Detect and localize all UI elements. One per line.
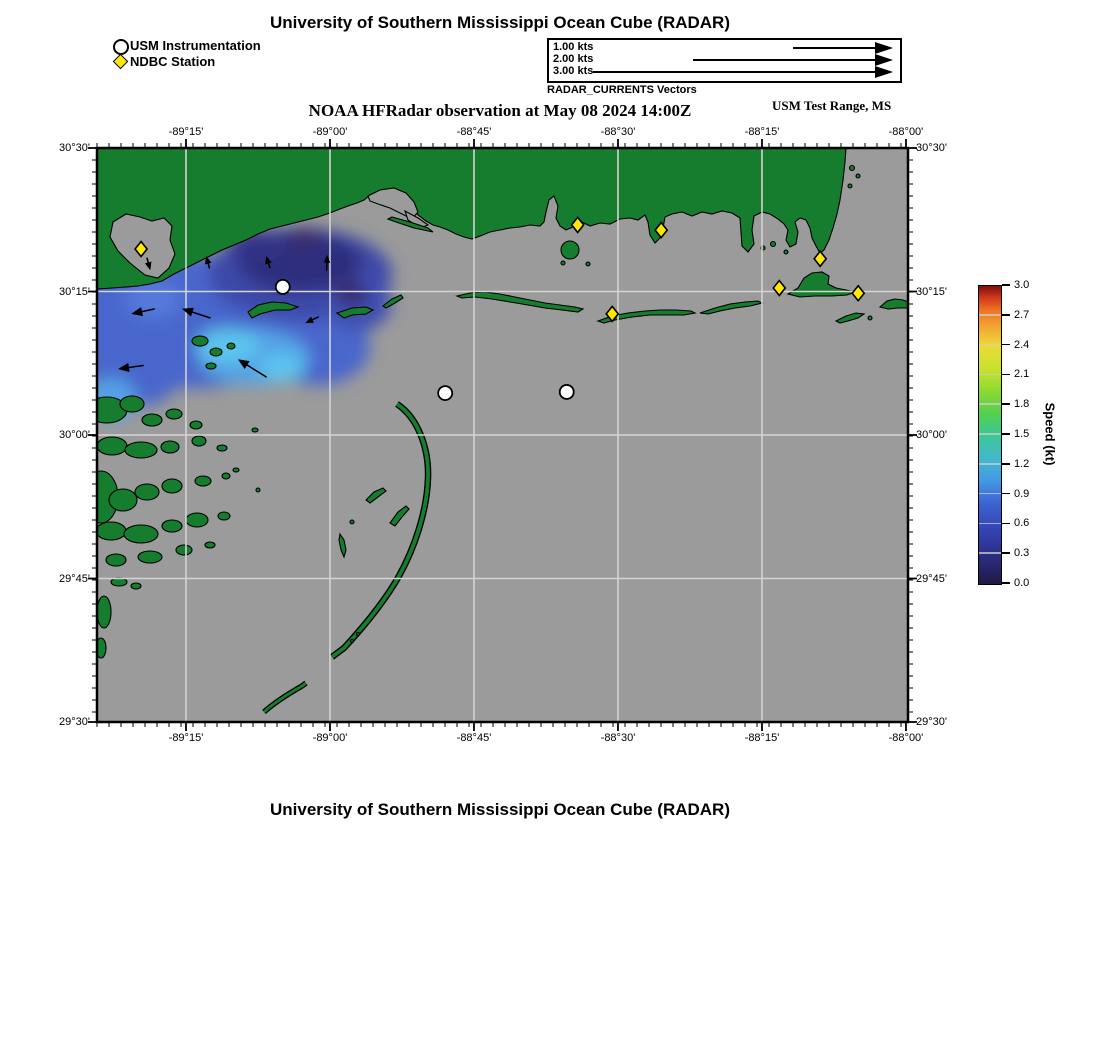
colorbar-tick <box>1002 433 1010 435</box>
lon-tick-label: -88°15' <box>744 126 780 138</box>
lon-tick-label: -88°00' <box>888 126 924 138</box>
colorbar-title: Speed (kt) <box>1042 402 1058 466</box>
colorbar-tick <box>1002 314 1010 316</box>
lon-tick-label: -88°15' <box>744 732 780 744</box>
usm-instrument-marker <box>560 385 574 399</box>
islet <box>351 640 354 643</box>
vector-scale-caption: RADAR_CURRENTS Vectors <box>547 84 697 96</box>
speed-field-blob <box>335 280 369 308</box>
colorbar-tick-label: 0.0 <box>1014 577 1030 589</box>
lat-tick-label: 29°30' <box>916 716 947 728</box>
colorbar-tick-label: 2.4 <box>1014 338 1030 351</box>
colorbar-segment-line <box>979 403 1001 405</box>
colorbar-tick <box>1002 582 1010 584</box>
islet <box>784 250 788 254</box>
colorbar-tick-label: 0.9 <box>1014 487 1030 500</box>
lon-tick-label: -89°00' <box>312 126 348 138</box>
lon-tick-label: -88°00' <box>888 732 924 744</box>
islet <box>850 166 855 171</box>
colorbar <box>978 285 1002 585</box>
lat-tick-label: 30°30' <box>59 142 90 154</box>
colorbar-tick <box>1002 552 1010 554</box>
islet <box>848 184 852 188</box>
lat-tick-label: 29°45' <box>916 572 947 585</box>
lat-tick-label: 30°00' <box>59 429 90 441</box>
colorbar-tick-label: 3.0 <box>1014 279 1030 291</box>
colorbar-segment-line <box>979 523 1001 525</box>
colorbar-segment-line <box>979 314 1001 316</box>
lon-tick-label: -88°45' <box>456 126 492 138</box>
colorbar-tick-label: 1.5 <box>1014 428 1030 440</box>
islet <box>561 261 565 265</box>
usm-instrument-marker <box>276 280 290 294</box>
colorbar-segment-line <box>979 552 1001 554</box>
legend-usm-label: USM Instrumentation <box>130 38 261 53</box>
lat-tick-label: 30°30' <box>916 142 947 154</box>
colorbar-tick-label: 1.2 <box>1014 457 1030 470</box>
colorbar-tick-label: 0.3 <box>1014 547 1030 560</box>
scale-label-1kt: 1.00 kts <box>553 41 594 53</box>
scale-label-3kt: 3.00 kts <box>553 65 594 77</box>
range-label: USM Test Range, MS <box>772 98 892 113</box>
colorbar-segment-line <box>979 433 1001 435</box>
colorbar-tick-label: 2.7 <box>1014 308 1030 321</box>
colorbar-segment-line <box>979 493 1001 495</box>
islet <box>868 316 872 320</box>
speed-field-blob <box>288 227 324 249</box>
scale-label-2kt: 2.00 kts <box>553 53 594 65</box>
page-title: University of Southern Mississippi Ocean Cube (RADAR) <box>269 13 730 32</box>
colorbar-tick <box>1002 523 1010 525</box>
colorbar-tick <box>1002 374 1010 376</box>
usm-instrument-marker <box>438 386 452 400</box>
colorbar-tick <box>1002 344 1010 346</box>
lat-tick-label: 29°30' <box>59 716 90 728</box>
colorbar-tick <box>1002 493 1010 495</box>
colorbar-tick-label: 2.1 <box>1014 368 1030 381</box>
colorbar-segment-line <box>979 463 1001 465</box>
lat-tick-label: 30°15' <box>916 285 947 298</box>
colorbar-tick <box>1002 284 1010 286</box>
lon-tick-label: -88°30' <box>600 126 636 138</box>
colorbar-segment-line <box>979 374 1001 376</box>
lon-tick-label: -88°45' <box>456 732 492 744</box>
colorbar-tick <box>1002 463 1010 465</box>
islet <box>771 242 776 247</box>
lon-tick-label: -89°00' <box>312 732 348 744</box>
lat-tick-label: 29°45' <box>59 572 90 585</box>
islet <box>586 262 590 266</box>
island-deer <box>561 241 579 259</box>
legend-ndbc-label: NDBC Station <box>130 54 216 69</box>
colorbar-segment-line <box>979 344 1001 346</box>
colorbar-tick-label: 1.8 <box>1014 398 1030 411</box>
islet <box>357 633 360 636</box>
observation-title: NOAA HFRadar observation at May 08 2024 14:00Z <box>308 101 692 120</box>
lat-tick-label: 30°15' <box>59 285 90 298</box>
lat-tick-label: 30°00' <box>916 429 947 441</box>
colorbar-tick-label: 0.6 <box>1014 517 1030 530</box>
islet <box>856 174 860 178</box>
lon-tick-label: -89°15' <box>168 732 204 744</box>
lon-tick-label: -89°15' <box>168 126 204 138</box>
islet <box>350 520 354 524</box>
lon-tick-label: -88°30' <box>600 732 636 744</box>
colorbar-tick <box>1002 403 1010 405</box>
bottom-page-title: University of Southern Mississippi Ocean Cube (RADAR) <box>269 800 730 819</box>
